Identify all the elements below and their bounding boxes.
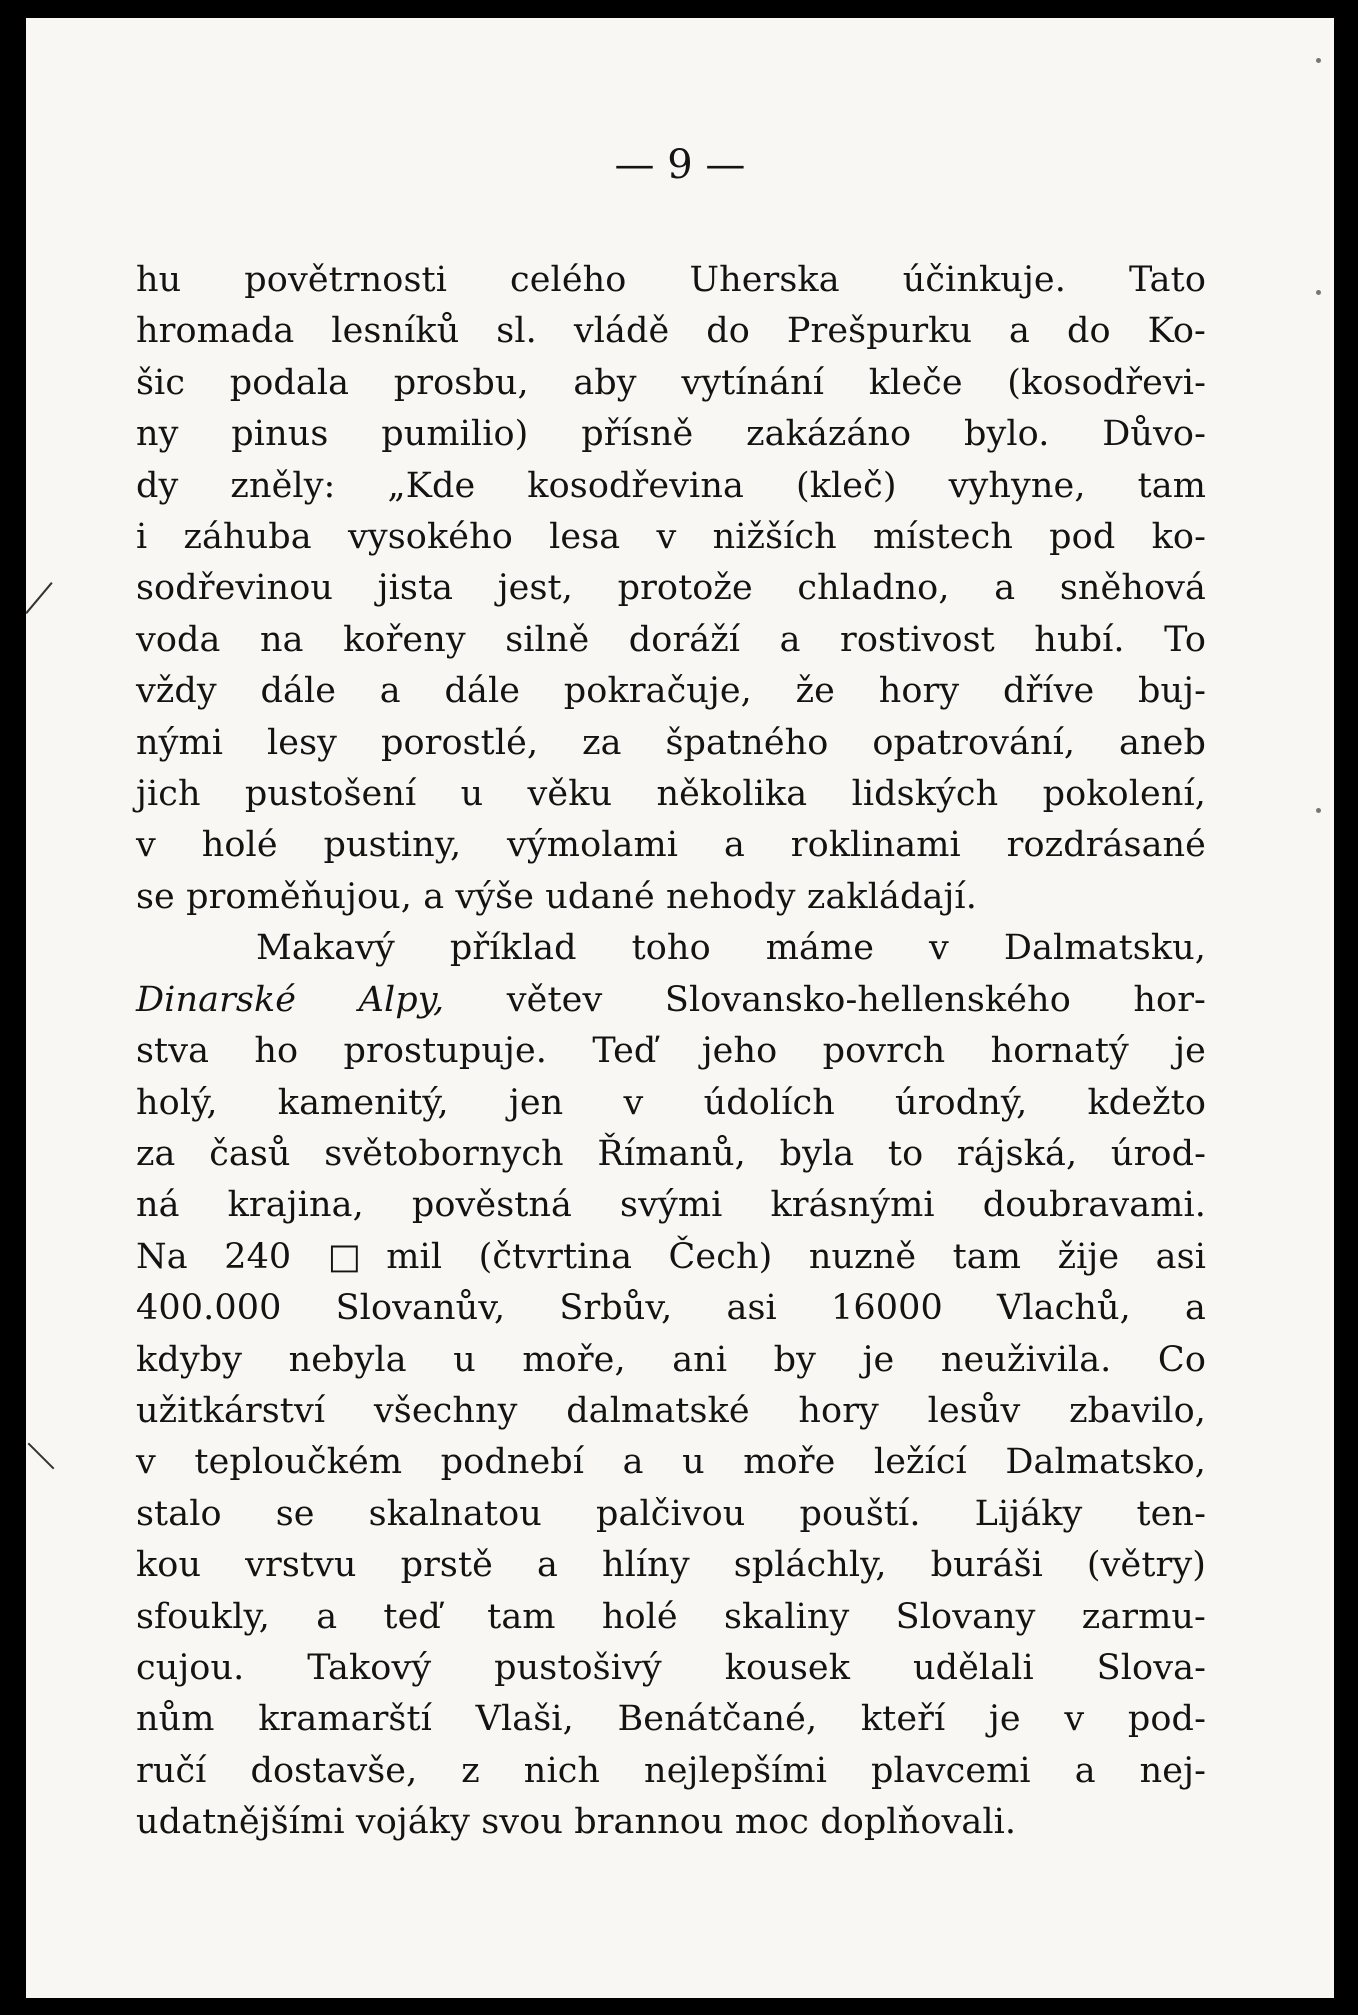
text-line: holý, kamenitý, jen v údolích úrodný, kdežto — [136, 1082, 1206, 1123]
text-line: za časů světobornych Římanů, byla to rájská, úrod- — [136, 1133, 1206, 1174]
text-line: i záhuba vysokého lesa v nižších místech pod ko- — [136, 517, 1206, 558]
text-line: užitkárství všechny dalmatské hory lesův zbavilo, — [136, 1390, 1206, 1431]
text-line: hromada lesníků sl. vládě do Prešpurku a do Ko- — [136, 311, 1206, 352]
text-line: v holé pustiny, výmolami a roklinami rozdrásané — [136, 825, 1206, 866]
text-line: sodřevinou jista jest, protože chladno, a sněhová — [136, 568, 1206, 609]
text-line: stalo se skalnatou palčivou pouští. Lijáky ten- — [136, 1493, 1206, 1534]
text-line: ručí dostavše, z nich nejlepšími plavcemi a nej- — [136, 1750, 1206, 1791]
text-line: dy zněly: „Kde kosodřevina (kleč) vyhyne, tam — [136, 465, 1206, 506]
text-fragment: větev Slovansko-hellenského hor- — [444, 979, 1206, 1020]
margin-speck — [1316, 290, 1321, 295]
text-line: 400.000 Slovanův, Srbův, asi 16000 Vlachů, a — [136, 1288, 1206, 1329]
margin-mark — [26, 582, 53, 614]
margin-mark — [28, 1443, 55, 1470]
text-line: v teploučkém podnebí a u moře ležící Dalmatsko, — [136, 1442, 1206, 1483]
text-line: stva ho prostupuje. Teď jeho povrch hornatý je — [136, 1031, 1206, 1072]
text-line: šic podala prosbu, aby vytínání kleče (kosodřevi- — [136, 362, 1206, 403]
text-line: jich pustošení u věku několika lidských pokolení, — [136, 774, 1206, 815]
text-line: udatnějšími vojáky svou brannou moc doplňovali. — [136, 1802, 1017, 1843]
text-line: voda na kořeny silně doráží a rostivost hubí. To — [136, 619, 1206, 660]
text-line: cujou. Takový pustošivý kousek udělali Slova- — [136, 1647, 1206, 1688]
text-line: kdyby nebyla u moře, ani by je neuživila. Co — [136, 1339, 1206, 1380]
text-line: nými lesy porostlé, za špatného opatrování, aneb — [136, 722, 1206, 763]
text-line: ná krajina, pověstná svými krásnými doubravami. — [136, 1185, 1206, 1226]
text-line: ny pinus pumilio) přísně zakázáno bylo. Důvo- — [136, 414, 1206, 455]
text-line: hu povětrnosti celého Uherska účinkuje. Tato — [136, 260, 1206, 300]
text-line: Na 240 □mil (čtvrtina Čech) nuzně tam žije asi — [136, 1236, 1206, 1277]
text-line: sfoukly, a teď tam holé skaliny Slovany zarmu- — [136, 1596, 1206, 1637]
body-text — [136, 255, 1206, 1849]
page-number: — 9 — — [614, 142, 746, 188]
text-line: kou vrstvu prstě a hlíny spláchly, buráši (větry) — [136, 1545, 1206, 1586]
margin-speck — [1316, 808, 1321, 813]
text-line: nům kramarští Vlaši, Benátčané, kteří je v pod- — [136, 1699, 1206, 1740]
text-line: se proměňujou, a výše udané nehody zakládají. — [136, 876, 977, 917]
paragraph-first-line: Makavý příklad toho máme v Dalmatsku, — [256, 928, 1206, 969]
italic-term: Dinarské Alpy, — [136, 979, 445, 1020]
book-page — [26, 18, 1334, 1998]
text-line: vždy dále a dále pokračuje, že hory dříve buj- — [136, 671, 1206, 712]
text-line — [136, 975, 1206, 1026]
margin-speck — [1316, 58, 1321, 63]
